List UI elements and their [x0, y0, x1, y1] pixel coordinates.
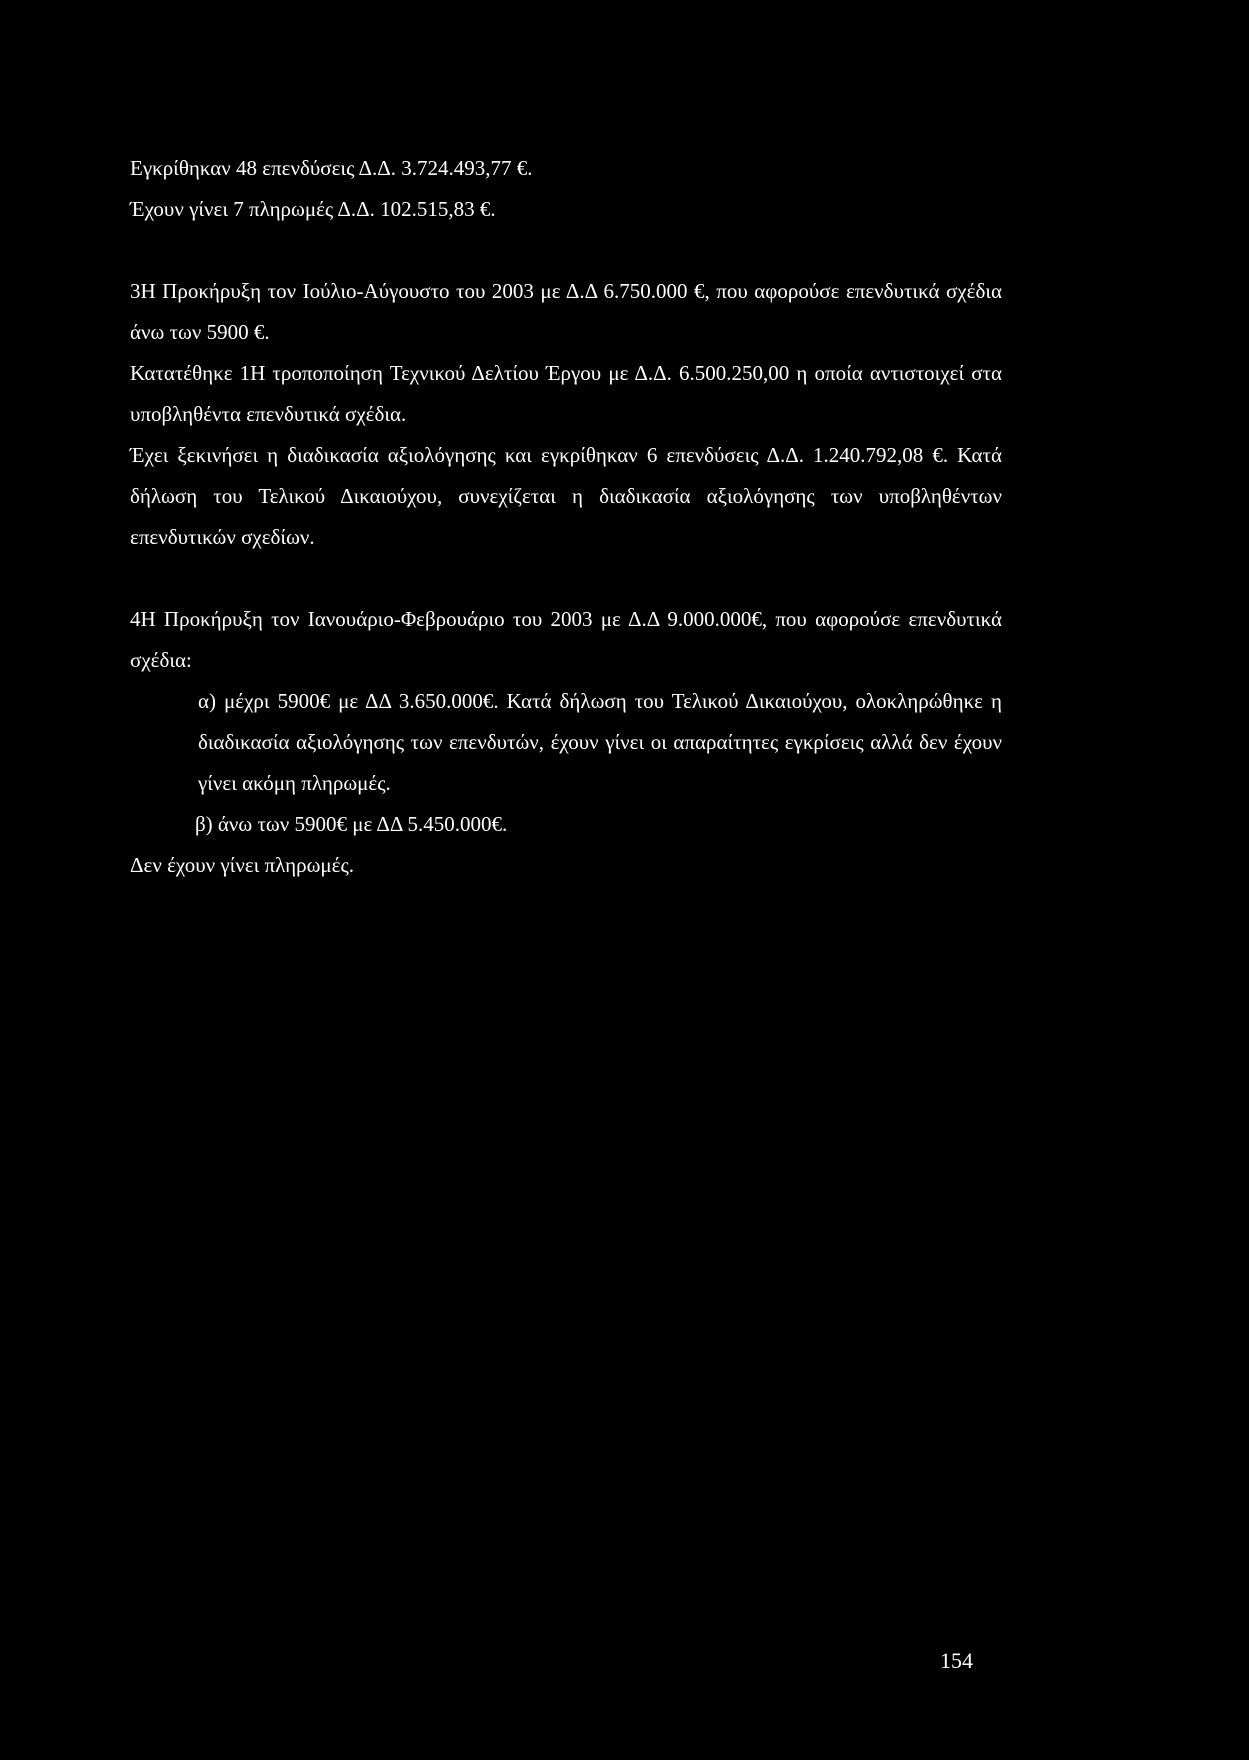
item-a-paragraph: α) μέχρι 5900€ με ΔΔ 3.650.000€. Κατά δήλωση του Τελικού Δικαιούχου, ολοκληρώθηκε η διαδικασία αξιολόγησης των επενδυτών, έχουν γίνει οι απαραίτητες εγκρίσεις αλλά δεν έχουν γίνει ακόμη πληρωμές.: [198, 689, 1002, 795]
evaluation-status-paragraph: Έχει ξεκινήσει η διαδικασία αξιολόγησης και εγκρίθηκαν 6 επενδύσεις Δ.Δ. 1.240.792,08 €. Κατά δήλωση του Τελικού Δικαιούχου, συνεχίζεται η διαδικασία αξιολόγησης των υποβληθέντων επενδυτικών σχεδίων.: [130, 443, 1002, 549]
page-number: 154: [940, 1648, 973, 1673]
fourth-call-paragraph: 4Η Προκήρυξη τον Ιανουάριο-Φεβρουάριο του 2003 με Δ.Δ 9.000.000€, που αφορούσε επενδυτικά σχέδια:: [130, 607, 1002, 672]
no-payments-text: Δεν έχουν γίνει πληρωμές.: [130, 853, 355, 877]
paragraph-spacer: [130, 230, 1002, 271]
third-call-paragraph: 3Η Προκήρυξη τον Ιούλιο-Αύγουστο του 2003 με Δ.Δ 6.750.000 €, που αφορούσε επενδυτικά σχέδια άνω των 5900 €.: [130, 279, 1002, 344]
first-amendment-paragraph: Κατατέθηκε 1Η τροποποίηση Τεχνικού Δελτίου Έργου με Δ.Δ. 6.500.250,00 η οποία αντιστοιχεί στα υποβληθέντα επενδυτικά σχέδια.: [130, 361, 1002, 426]
approved-investments-text: Εγκρίθηκαν 48 επενδύσεις Δ.Δ. 3.724.493,77 €.: [130, 156, 533, 180]
payments-made-text: Έχουν γίνει 7 πληρωμές Δ.Δ. 102.515,83 €.: [130, 197, 496, 221]
item-b-paragraph: β) άνω των 5900€ με ΔΔ 5.450.000€.: [195, 812, 508, 836]
paragraph-spacer: [130, 558, 1002, 599]
document-body: [130, 148, 1002, 886]
